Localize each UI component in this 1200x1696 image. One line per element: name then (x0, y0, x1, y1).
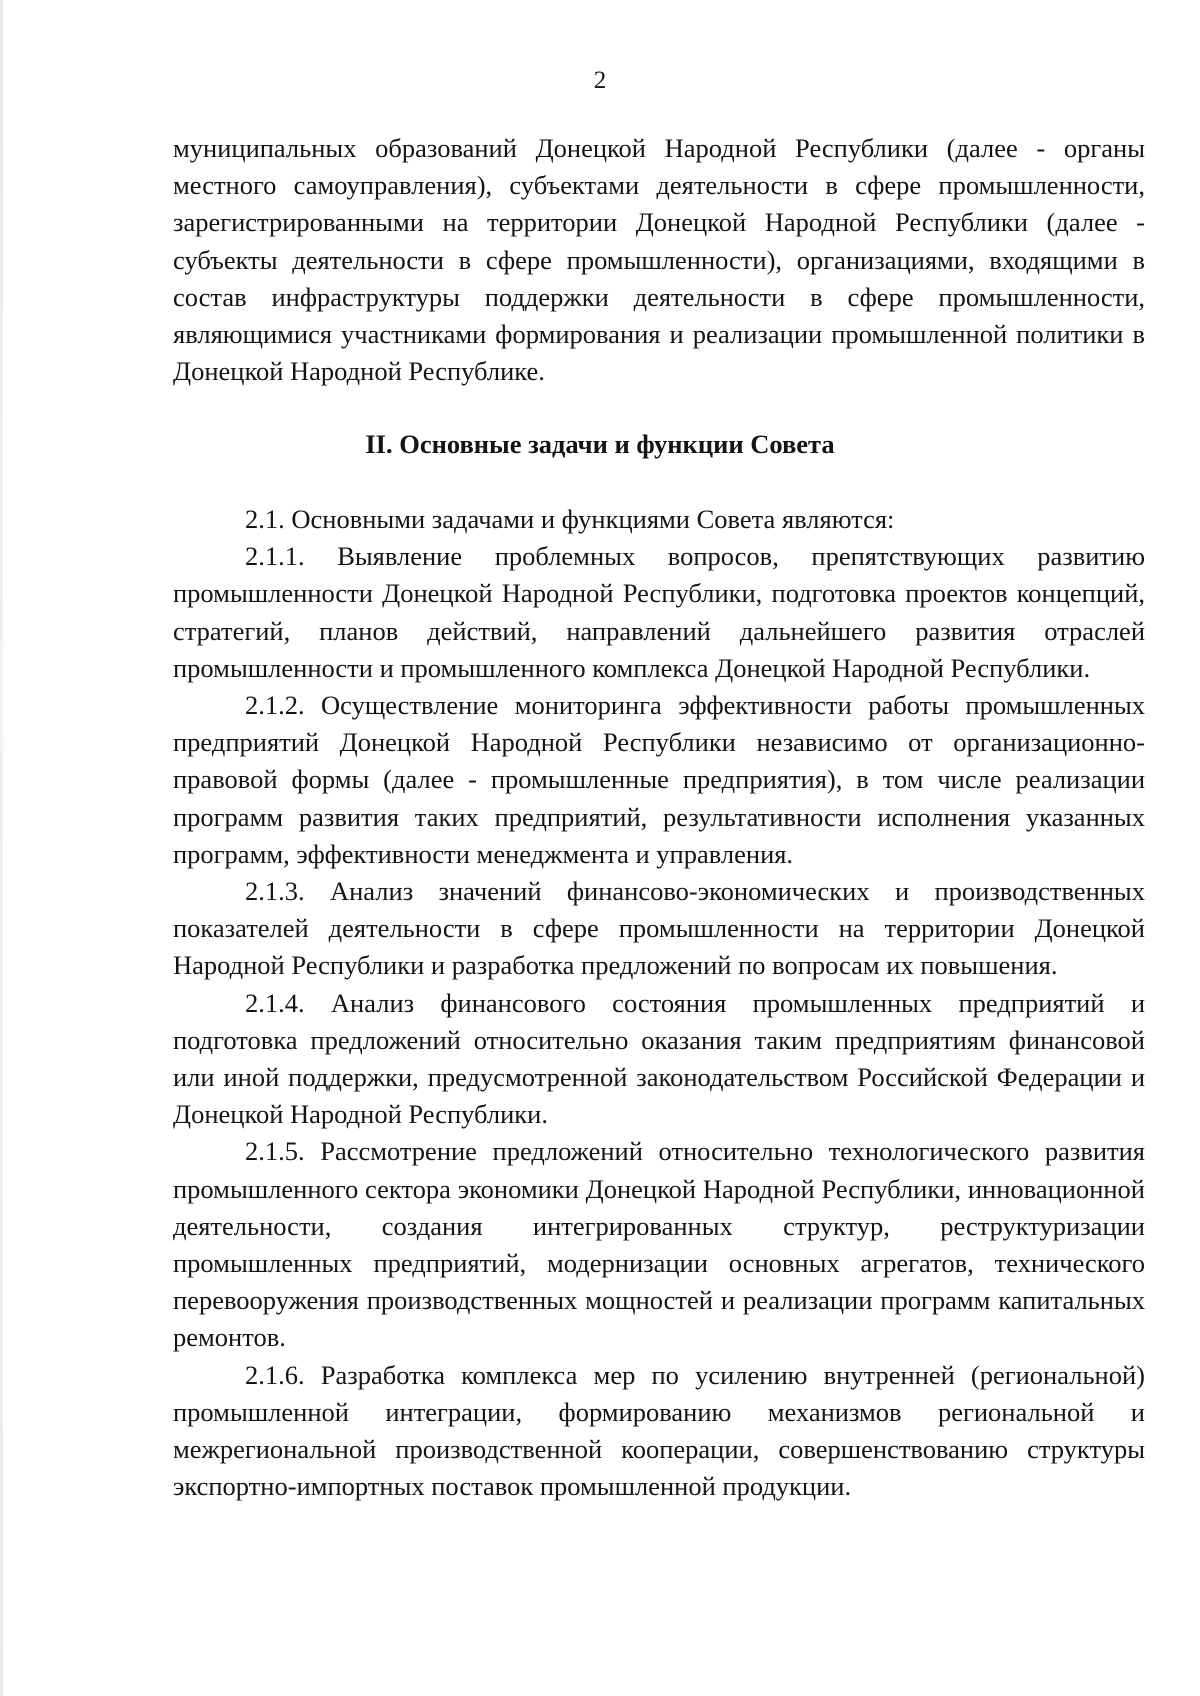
scan-edge-shadow (0, 0, 3, 1696)
intro-text-block (173, 130, 1145, 390)
paragraph-2-1-6: 2.1.6. Разработка комплекса мер по усилению внутренней (региональной) промышленной интеграции, формированию механизмов региональной и межрегиональной производственной кооперации, совершенствованию структуры экспортно-импортных поставок промышленной продукции. (173, 1359, 1145, 1502)
paragraph-2-1-3: 2.1.3. Анализ значений финансово-экономических и производственных показателей деятельности в сфере промышленности на территории Донецкой Народной Республики и разработка предложений по вопросам их повышения. (173, 876, 1145, 981)
paragraph-2-1: 2.1. Основными задачами и функциями Совета являются: (245, 504, 895, 534)
section-heading: II. Основные задачи и функции Совета (365, 429, 835, 459)
paragraph-2-1-5: 2.1.5. Рассмотрение предложений относительно технологического развития промышленного сектора экономики Донецкой Народной Республики, инновационной деятельности, создания интегрированных структур, реструктуризации промышленных предприятий, модернизации основных агрегатов, технического перевооружения производственных мощностей и реализации программ капитальных ремонтов. (173, 1136, 1145, 1353)
intro-paragraph: муниципальных образований Донецкой Народной Республики (далее - органы местного самоуправления), субъектами деятельности в сфере промышленности, зарегистрированными на территории Донецкой Народной Республики (далее - субъекты деятельности в сфере промышленности), организациями, входящими в состав инфраструктуры поддержки деятельности в сфере промышленности, являющимися участниками формирования и реализации промышленной политики в Донецкой Народной Республике. (173, 133, 1145, 387)
paragraph-2-1-1: 2.1.1. Выявление проблемных вопросов, препятствующих развитию промышленности Донецкой Народной Республики, подготовка проектов концепций, стратегий, планов действий, направлений дальнейшего развития отраслей промышленности и промышленного комплекса Донецкой Народной Республики. (173, 541, 1145, 683)
page-number: 2 (593, 67, 607, 94)
section-body (173, 501, 1145, 1505)
paragraph-2-1-4: 2.1.4. Анализ финансового состояния промышленных предприятий и подготовка предложений относительно оказания таким предприятиям финансовой или иной поддержки, предусмотренной законодательством Российской Федерации и Донецкой Народной Республики. (173, 987, 1145, 1130)
paragraph-2-1-2: 2.1.2. Осуществление мониторинга эффективности работы промышленных предприятий Донецкой Народной Республики независимо от организационно-правовой формы (далее - промышленные предприятия), в том числе реализации программ развития таких предприятий, результативности исполнения указанных программ, эффективности менеджмента и управления. (173, 690, 1145, 869)
